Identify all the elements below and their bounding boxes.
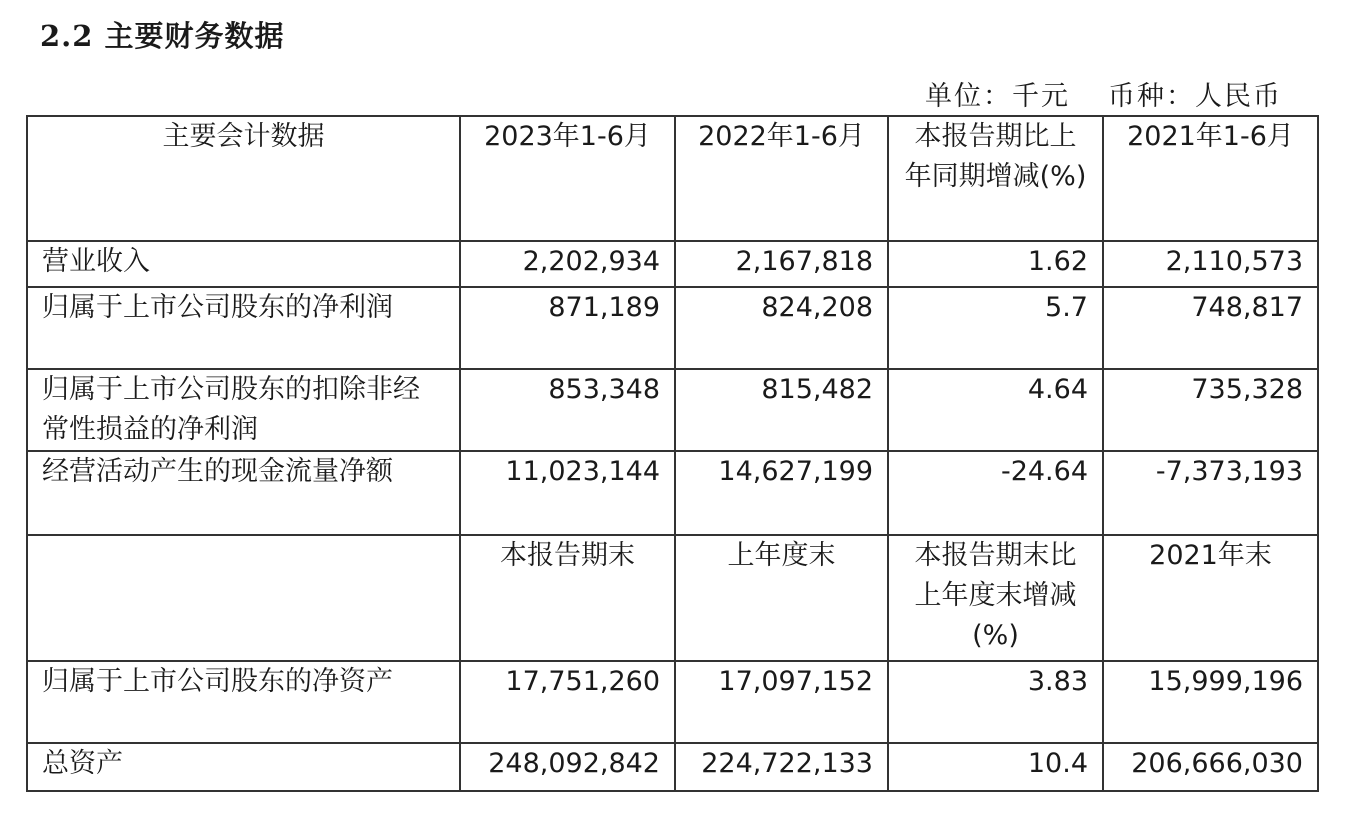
value-cell: 2,110,573 bbox=[1103, 241, 1318, 287]
row-label: 归属于上市公司股东的净资产 bbox=[27, 661, 460, 743]
value-cell: -7,373,193 bbox=[1103, 451, 1318, 535]
header-cell: 上年度末 bbox=[675, 535, 888, 661]
value-cell: 4.64 bbox=[888, 369, 1103, 451]
header-cell: 本报告期末 bbox=[460, 535, 675, 661]
header-cell: 2022年1-6月 bbox=[675, 116, 888, 241]
value-cell: 735,328 bbox=[1103, 369, 1318, 451]
table-row bbox=[27, 287, 1318, 369]
value-cell: 14,627,199 bbox=[675, 451, 888, 535]
value-cell: 815,482 bbox=[675, 369, 888, 451]
table-subheader-row bbox=[27, 535, 1318, 661]
table-row bbox=[27, 743, 1318, 791]
header-cell: 2021年末 bbox=[1103, 535, 1318, 661]
row-label: 归属于上市公司股东的净利润 bbox=[27, 287, 460, 369]
table-row bbox=[27, 451, 1318, 535]
value-cell: 10.4 bbox=[888, 743, 1103, 791]
row-label: 归属于上市公司股东的扣除非经常性损益的净利润 bbox=[27, 369, 460, 451]
value-cell: -24.64 bbox=[888, 451, 1103, 535]
value-cell: 748,817 bbox=[1103, 287, 1318, 369]
value-cell: 853,348 bbox=[460, 369, 675, 451]
value-cell: 5.7 bbox=[888, 287, 1103, 369]
value-cell: 1.62 bbox=[888, 241, 1103, 287]
value-cell: 2,202,934 bbox=[460, 241, 675, 287]
header-cell: 本报告期比上年同期增减(%) bbox=[888, 116, 1103, 241]
header-cell: 2021年1-6月 bbox=[1103, 116, 1318, 241]
section-title: 2.2 主要财务数据 bbox=[40, 19, 285, 53]
table-row bbox=[27, 369, 1318, 451]
header-cell: 本报告期末比上年度末增减(%) bbox=[888, 535, 1103, 661]
value-cell: 206,666,030 bbox=[1103, 743, 1318, 791]
value-cell: 871,189 bbox=[460, 287, 675, 369]
value-cell: 224,722,133 bbox=[675, 743, 888, 791]
table-header-row bbox=[27, 116, 1318, 241]
row-label: 总资产 bbox=[27, 743, 460, 791]
value-cell: 824,208 bbox=[675, 287, 888, 369]
value-cell: 3.83 bbox=[888, 661, 1103, 743]
financial-data-table bbox=[26, 115, 1319, 792]
value-cell: 11,023,144 bbox=[460, 451, 675, 535]
value-cell: 248,092,842 bbox=[460, 743, 675, 791]
row-label: 营业收入 bbox=[27, 241, 460, 287]
header-cell: 2023年1-6月 bbox=[460, 116, 675, 241]
header-cell: 主要会计数据 bbox=[27, 116, 460, 241]
value-cell: 15,999,196 bbox=[1103, 661, 1318, 743]
row-label: 经营活动产生的现金流量净额 bbox=[27, 451, 460, 535]
header-cell bbox=[27, 535, 460, 661]
unit-label: 单位：千元 bbox=[925, 81, 1070, 112]
table-row bbox=[27, 241, 1318, 287]
unit-currency-line bbox=[925, 74, 1282, 113]
value-cell: 2,167,818 bbox=[675, 241, 888, 287]
table-row bbox=[27, 661, 1318, 743]
currency-label: 币种：人民币 bbox=[1108, 81, 1282, 112]
value-cell: 17,751,260 bbox=[460, 661, 675, 743]
value-cell: 17,097,152 bbox=[675, 661, 888, 743]
